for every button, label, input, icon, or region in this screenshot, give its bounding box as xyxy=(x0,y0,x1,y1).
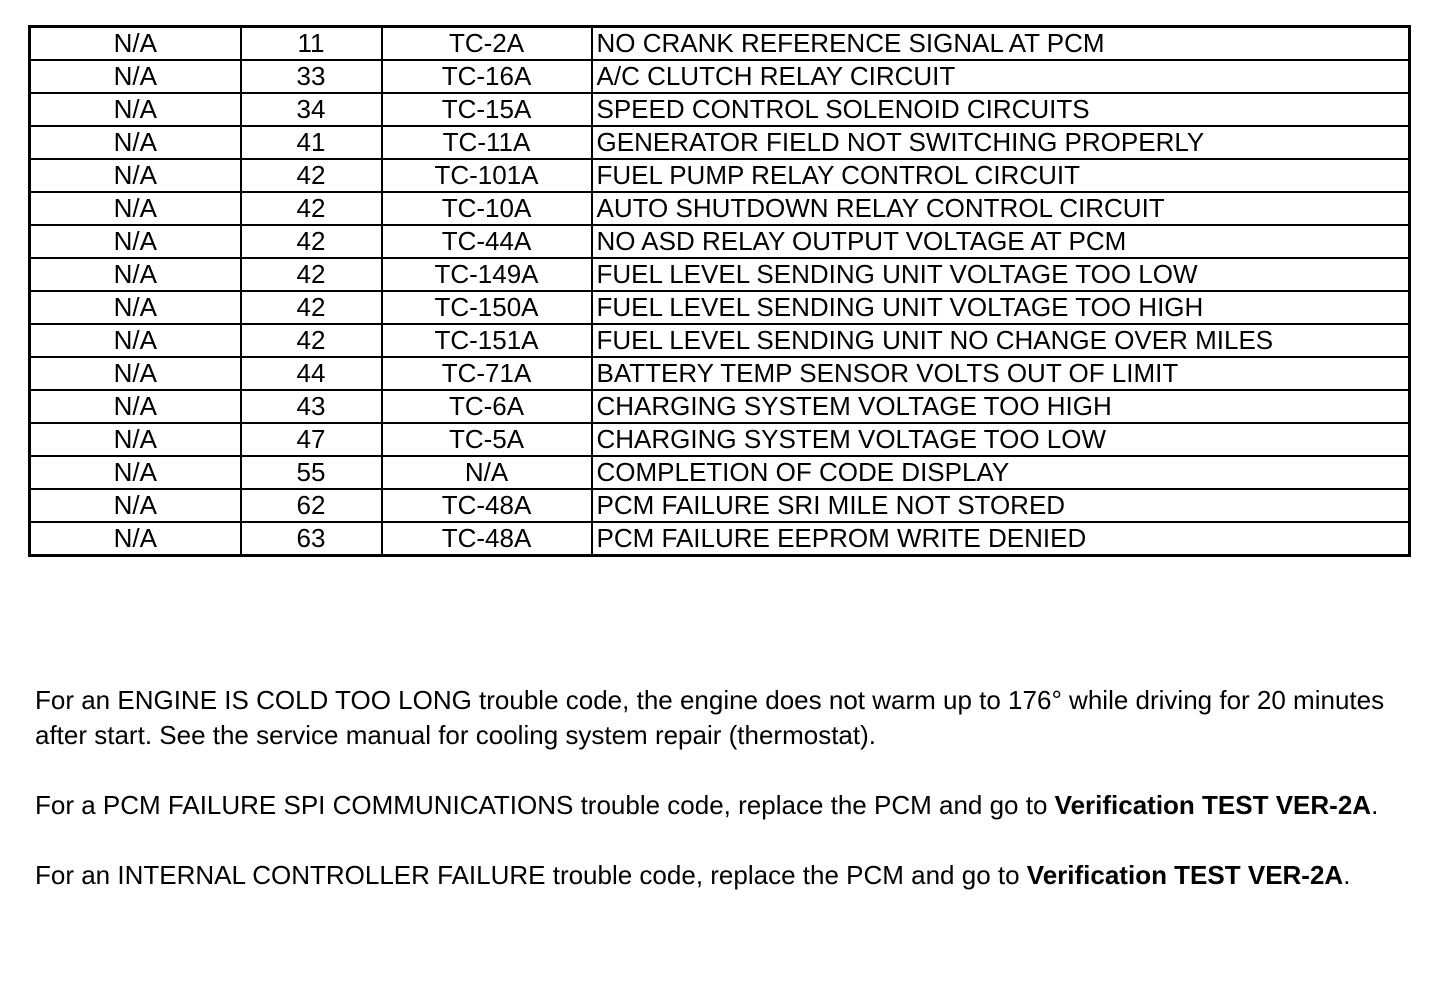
cell-col1: N/A xyxy=(30,456,241,489)
table-row xyxy=(30,423,1410,456)
cell-description: CHARGING SYSTEM VOLTAGE TOO LOW xyxy=(592,423,1410,456)
cell-description: GENERATOR FIELD NOT SWITCHING PROPERLY xyxy=(592,126,1410,159)
cell-code: 55 xyxy=(241,456,382,489)
cell-code: 44 xyxy=(241,357,382,390)
cell-description: BATTERY TEMP SENSOR VOLTS OUT OF LIMIT xyxy=(592,357,1410,390)
note-spi-failure-text: For a PCM FAILURE SPI COMMUNICATIONS trouble code, replace the PCM and go to xyxy=(35,790,1055,820)
cell-test: TC-2A xyxy=(382,27,592,61)
cell-code: 41 xyxy=(241,126,382,159)
table-row xyxy=(30,258,1410,291)
cell-code: 42 xyxy=(241,225,382,258)
cell-code: 63 xyxy=(241,522,382,556)
cell-description: PCM FAILURE EEPROM WRITE DENIED xyxy=(592,522,1410,556)
cell-col1: N/A xyxy=(30,93,241,126)
cell-code: 42 xyxy=(241,159,382,192)
trouble-code-table xyxy=(28,25,1411,557)
table-row xyxy=(30,324,1410,357)
cell-test: TC-151A xyxy=(382,324,592,357)
table-row xyxy=(30,60,1410,93)
cell-code: 34 xyxy=(241,93,382,126)
cell-description: FUEL PUMP RELAY CONTROL CIRCUIT xyxy=(592,159,1410,192)
cell-col1: N/A xyxy=(30,324,241,357)
cell-col1: N/A xyxy=(30,225,241,258)
table-row xyxy=(30,93,1410,126)
cell-description: PCM FAILURE SRI MILE NOT STORED xyxy=(592,489,1410,522)
cell-test: TC-15A xyxy=(382,93,592,126)
cell-test: TC-10A xyxy=(382,192,592,225)
cell-code: 62 xyxy=(241,489,382,522)
cell-description: CHARGING SYSTEM VOLTAGE TOO HIGH xyxy=(592,390,1410,423)
cell-test: TC-48A xyxy=(382,489,592,522)
table-row xyxy=(30,390,1410,423)
cell-test: TC-71A xyxy=(382,357,592,390)
cell-col1: N/A xyxy=(30,489,241,522)
table-row xyxy=(30,126,1410,159)
trouble-code-table-body xyxy=(30,27,1410,556)
cell-code: 11 xyxy=(241,27,382,61)
table-row xyxy=(30,27,1410,61)
cell-test: TC-149A xyxy=(382,258,592,291)
cell-col1: N/A xyxy=(30,192,241,225)
note-internal-failure-test-ref: Verification TEST VER-2A xyxy=(1026,860,1344,890)
cell-test: TC-150A xyxy=(382,291,592,324)
cell-description: COMPLETION OF CODE DISPLAY xyxy=(592,456,1410,489)
cell-description: NO CRANK REFERENCE SIGNAL AT PCM xyxy=(592,27,1410,61)
table-row xyxy=(30,159,1410,192)
cell-col1: N/A xyxy=(30,423,241,456)
cell-code: 43 xyxy=(241,390,382,423)
cell-description: AUTO SHUTDOWN RELAY CONTROL CIRCUIT xyxy=(592,192,1410,225)
cell-col1: N/A xyxy=(30,60,241,93)
cell-test: TC-48A xyxy=(382,522,592,556)
cell-code: 42 xyxy=(241,258,382,291)
cell-col1: N/A xyxy=(30,27,241,61)
cell-col1: N/A xyxy=(30,390,241,423)
cell-description: FUEL LEVEL SENDING UNIT NO CHANGE OVER MILES xyxy=(592,324,1410,357)
cell-test: TC-11A xyxy=(382,126,592,159)
cell-code: 42 xyxy=(241,324,382,357)
cell-col1: N/A xyxy=(30,291,241,324)
table-row xyxy=(30,225,1410,258)
note-spi-failure xyxy=(35,788,1420,823)
cell-test: TC-101A xyxy=(382,159,592,192)
note-engine-cold-text: For an ENGINE IS COLD TOO LONG trouble code, the engine does not warm up to 176° while driving for 20 minutes after start. See the service manual for cooling system repair (thermostat). xyxy=(35,685,1385,750)
note-internal-failure-end: . xyxy=(1343,860,1351,890)
table-row xyxy=(30,357,1410,390)
notes-section xyxy=(35,683,1420,928)
cell-description: A/C CLUTCH RELAY CIRCUIT xyxy=(592,60,1410,93)
cell-col1: N/A xyxy=(30,159,241,192)
cell-description: FUEL LEVEL SENDING UNIT VOLTAGE TOO LOW xyxy=(592,258,1410,291)
note-engine-cold xyxy=(35,683,1420,753)
cell-col1: N/A xyxy=(30,357,241,390)
cell-description: NO ASD RELAY OUTPUT VOLTAGE AT PCM xyxy=(592,225,1410,258)
cell-col1: N/A xyxy=(30,522,241,556)
cell-test: TC-5A xyxy=(382,423,592,456)
cell-test: N/A xyxy=(382,456,592,489)
cell-code: 42 xyxy=(241,192,382,225)
cell-description: SPEED CONTROL SOLENOID CIRCUITS xyxy=(592,93,1410,126)
table-row xyxy=(30,291,1410,324)
cell-test: TC-16A xyxy=(382,60,592,93)
cell-description: FUEL LEVEL SENDING UNIT VOLTAGE TOO HIGH xyxy=(592,291,1410,324)
cell-col1: N/A xyxy=(30,126,241,159)
cell-test: TC-6A xyxy=(382,390,592,423)
note-internal-failure-text: For an INTERNAL CONTROLLER FAILURE trouble code, replace the PCM and go to xyxy=(35,860,1027,890)
cell-col1: N/A xyxy=(30,258,241,291)
note-internal-failure xyxy=(35,858,1420,893)
table-row xyxy=(30,456,1410,489)
cell-code: 47 xyxy=(241,423,382,456)
table-row xyxy=(30,522,1410,556)
table-row xyxy=(30,489,1410,522)
cell-code: 33 xyxy=(241,60,382,93)
cell-test: TC-44A xyxy=(382,225,592,258)
cell-code: 42 xyxy=(241,291,382,324)
note-spi-failure-end: . xyxy=(1371,790,1379,820)
note-spi-failure-test-ref: Verification TEST VER-2A xyxy=(1054,790,1372,820)
table-row xyxy=(30,192,1410,225)
